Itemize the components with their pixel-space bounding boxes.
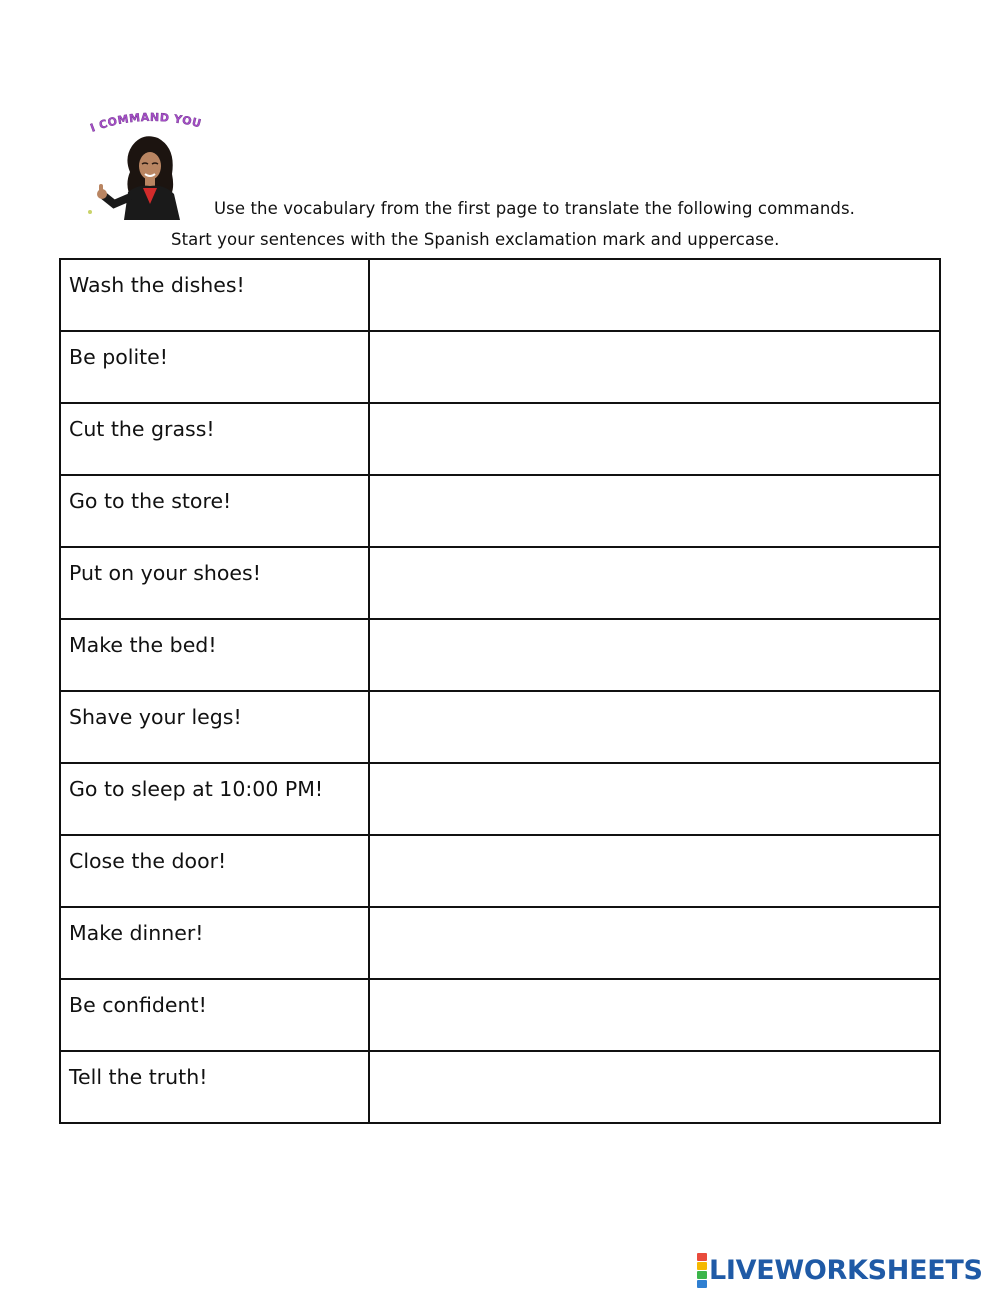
command-prompt: Make the bed! [69, 633, 217, 657]
command-prompt: Tell the truth! [69, 1065, 208, 1089]
instruction-line-2: Start your sentences with the Spanish exclamation mark and uppercase. [171, 230, 780, 249]
command-prompt-cell [60, 835, 369, 907]
command-prompt: Be confident! [69, 993, 207, 1017]
command-row [60, 835, 940, 907]
command-prompt: Go to sleep at 10:00 PM! [69, 777, 324, 801]
command-row [60, 763, 940, 835]
liveworksheets-logo [697, 1253, 983, 1287]
command-row [60, 547, 940, 619]
answer-cell[interactable] [369, 979, 940, 1051]
answer-cell[interactable] [369, 475, 940, 547]
answer-cell[interactable] [369, 619, 940, 691]
command-prompt-cell [60, 1051, 369, 1123]
decorative-dot [88, 210, 92, 214]
command-row [60, 691, 940, 763]
command-row [60, 259, 940, 331]
command-row [60, 1051, 940, 1123]
command-prompt-cell [60, 619, 369, 691]
answer-cell[interactable] [369, 835, 940, 907]
command-prompt-cell [60, 979, 369, 1051]
answer-cell[interactable] [369, 547, 940, 619]
command-prompt: Wash the dishes! [69, 273, 245, 297]
answer-cell[interactable] [369, 1051, 940, 1123]
commands-table [59, 258, 941, 1124]
bitmoji-illustration [84, 108, 214, 220]
logo-blocks-icon [697, 1253, 707, 1288]
answer-cell[interactable] [369, 259, 940, 331]
command-prompt-cell [60, 403, 369, 475]
logo-block-v [697, 1271, 707, 1279]
command-row [60, 475, 940, 547]
command-row [60, 331, 940, 403]
answer-cell[interactable] [369, 691, 940, 763]
command-prompt: Make dinner! [69, 921, 204, 945]
answer-cell[interactable] [369, 331, 940, 403]
answer-cell[interactable] [369, 907, 940, 979]
logo-block-i [697, 1262, 707, 1270]
instruction-line-1: Use the vocabulary from the first page to translate the following commands. [214, 199, 855, 218]
answer-cell[interactable] [369, 763, 940, 835]
command-prompt-cell [60, 259, 369, 331]
answer-cell[interactable] [369, 403, 940, 475]
command-prompt: Close the door! [69, 849, 227, 873]
command-prompt-cell [60, 907, 369, 979]
command-prompt: Go to the store! [69, 489, 232, 513]
command-row [60, 979, 940, 1051]
logo-text: LIVEWORKSHEETS [709, 1254, 983, 1286]
logo-block-l [697, 1253, 707, 1261]
command-prompt: Cut the grass! [69, 417, 215, 441]
command-prompt: Be polite! [69, 345, 169, 369]
command-prompt: Shave your legs! [69, 705, 242, 729]
command-prompt-cell [60, 547, 369, 619]
command-row [60, 907, 940, 979]
command-prompt: Put on your shoes! [69, 561, 261, 585]
logo-block-e [697, 1280, 707, 1288]
command-row [60, 403, 940, 475]
command-prompt-cell [60, 331, 369, 403]
bitmoji-caption: I COMMAND YOU [88, 110, 203, 135]
command-prompt-cell [60, 475, 369, 547]
command-row [60, 619, 940, 691]
command-prompt-cell [60, 691, 369, 763]
command-prompt-cell [60, 763, 369, 835]
